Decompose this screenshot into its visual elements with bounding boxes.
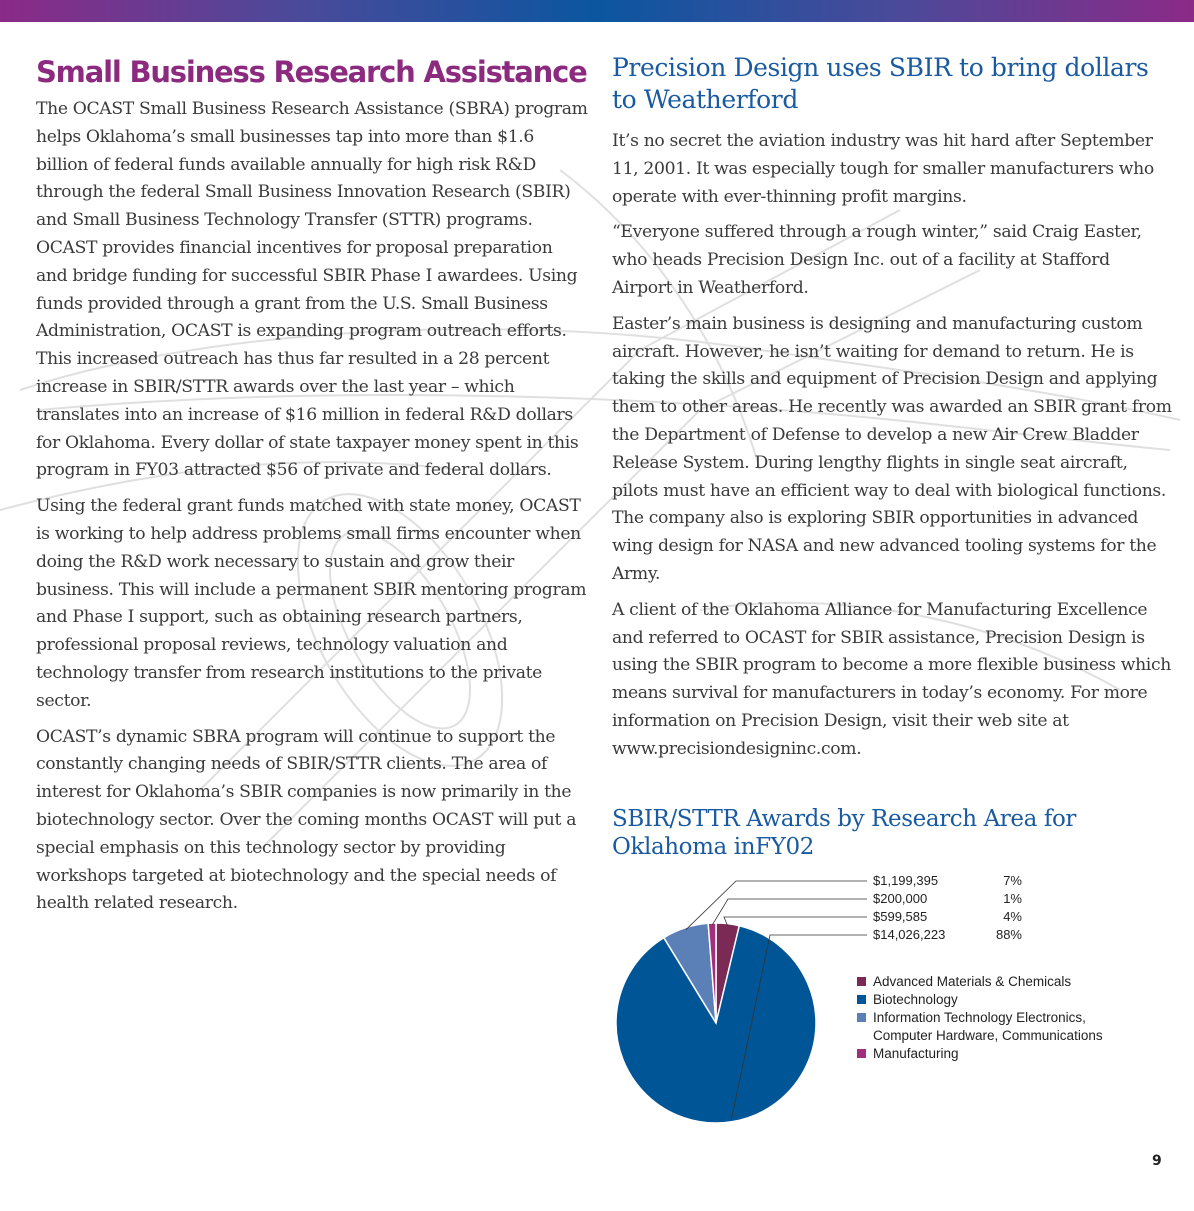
legend-label: Manufacturing [873, 1046, 959, 1061]
pie-chart [600, 868, 1160, 1133]
right-column [612, 52, 1172, 772]
page-number: 9 [1152, 1153, 1162, 1169]
legend-label: Advanced Materials & Chemicals [873, 974, 1072, 989]
callout-amount: $1,199,395 [873, 873, 939, 888]
callout-percent: 7% [1003, 873, 1022, 888]
callout-leader-line [724, 917, 867, 926]
right-paragraph-1: It’s no secret the aviation industry was hit hard after September 11, 2001. It was especially tough for smaller manufacturers who operate with ever-thinning profit margins. [612, 131, 1154, 207]
left-paragraph-1: The OCAST Small Business Research Assistance (SBRA) program helps Oklahoma’s small businesses tap into more than $1.6 billion of federal funds available annually for high risk R&D through the federal Small Business Innovation Research (SBIR) and Small Business Technology Transfer (STTR) programs. OCAST provides financial incentives for proposal preparation and bridge funding for successful SBIR Phase I awardees. Using funds provided through a grant from the U.S. Small Business Administration, OCAST is expanding program outreach efforts. This increased outreach has thus far resulted in a 28 percent increase in SBIR/STTR awards over the last year – which translates into an increase of $16 million in federal R&D dollars for Oklahoma. Every dollar of state taxpayer money spent in this program in FY03 attracted $56 of private and federal dollars. [36, 99, 588, 481]
callout-amount: $14,026,223 [873, 927, 946, 942]
callout-percent: 1% [1003, 891, 1022, 906]
callout-percent: 88% [995, 927, 1022, 942]
right-paragraph-4: A client of the Oklahoma Alliance for Manufacturing Excellence and referred to OCAST for SBIR assistance, Precision Design is using the SBIR program to become a more flexible business which means survival for manufacturers in today’s economy. For more information on Precision Design, visit their web site at www.precisiondesigninc.com. [612, 599, 1171, 759]
legend-label: Information Technology Electronics, [873, 1010, 1086, 1025]
legend-swatch [857, 1049, 866, 1058]
article-title: Precision Design uses SBIR to bring dollars to Weatherford [612, 53, 1149, 114]
legend-swatch [857, 1013, 866, 1022]
legend-label: Computer Hardware, Communications [873, 1028, 1103, 1043]
chart-title: SBIR/STTR Awards by Research Area for Oklahoma inFY02 [612, 806, 1076, 860]
right-paragraph-2: “Everyone suffered through a rough winter,” said Craig Easter, who heads Precision Design Inc. out of a facility at Stafford Airport in Weatherford. [612, 222, 1142, 298]
legend-swatch [857, 977, 866, 986]
callout-percent: 4% [1003, 909, 1022, 924]
section-title: Small Business Research Assistance [36, 55, 587, 89]
callout-amount: $200,000 [873, 891, 928, 906]
top-gradient-bar [0, 0, 1194, 22]
left-paragraph-3: OCAST’s dynamic SBRA program will continue to support the constantly changing needs of SBIR/STTR clients. The area of interest for Oklahoma’s SBIR companies is now primarily in the biotechnology sector. Over the coming months OCAST will put a special emphasis on this technology sector by providing workshops targeted at biotechnology and the special needs of health related research. [36, 726, 577, 914]
legend-label: Biotechnology [873, 992, 958, 1007]
right-paragraph-3: Easter’s main business is designing and manufacturing custom aircraft. However, he isn’t waiting for demand to return. He is taking the skills and equipment of Precision Design and applying them to other areas. He recently was awarded an SBIR grant from the Department of Defense to develop a new Air Crew Bladder Release System. During lengthy flights in single seat aircraft, pilots must have an efficient way to deal with biological functions. The company also is exploring SBIR opportunities in advanced wing design for NASA and new advanced tooling systems for the Army. [612, 313, 1172, 584]
left-column [36, 52, 588, 926]
legend-swatch [857, 995, 866, 1004]
left-paragraph-2: Using the federal grant funds matched with state money, OCAST is working to help address problems small firms encounter when doing the R&D work necessary to sustain and grow their business. This will include a permanent SBIR mentoring program and Phase I support, such as obtaining research partners, professional proposal reviews, technology valuation and technology transfer from research institutions to the private sector. [36, 496, 587, 711]
callout-leader-line [712, 899, 867, 925]
callout-amount: $599,585 [873, 909, 928, 924]
